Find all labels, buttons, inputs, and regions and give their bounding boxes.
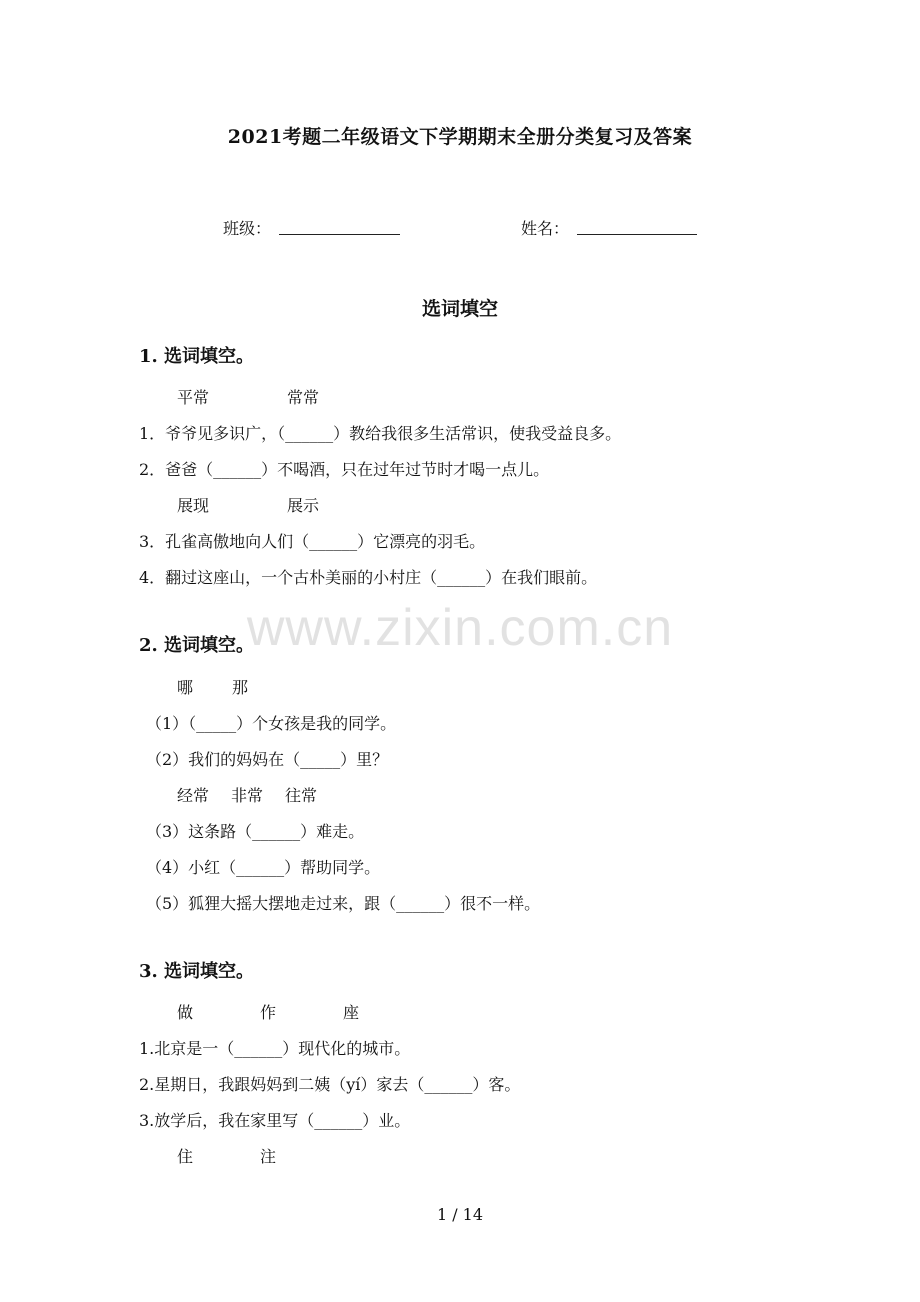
watermark-text: www.zixin.com.cn [246,599,674,657]
word-option: 作 [260,1003,277,1022]
name-blank-line [577,234,697,235]
question-item: 1．爷爷见多识广，（______）教给我很多生活常识，使我受益良多。 [139,424,622,443]
document-title: 2021考题二年级语文下学期期末全册分类复习及答案 [227,126,693,148]
question-item: （3）这条路（______）难走。 [146,822,365,841]
word-options-1a [177,385,319,408]
word-option: 做 [177,1003,194,1022]
question-2-heading: 2. 选词填空。 [139,635,255,656]
page-number: 1 / 14 [436,1205,484,1224]
question-3-heading: 3. 选词填空。 [139,961,255,982]
section-title: 选词填空 [421,298,498,320]
name-label: 姓名： [521,219,570,238]
word-option: 展示 [287,496,320,515]
word-option: 住 [177,1147,194,1166]
word-option: 那 [232,678,249,697]
question-item: （2）我们的妈妈在（_____）里？ [146,750,389,769]
question-item: （5）狐狸大摇大摆地走过来，跟（______）很不一样。 [146,894,541,913]
question-1-heading: 1. 选词填空。 [139,346,255,367]
word-option: 往常 [285,786,318,805]
word-option: 常常 [287,388,320,407]
word-option: 座 [343,1003,360,1022]
word-options-2b [177,783,317,806]
question-item: 3．孔雀高傲地向人们（______）它漂亮的羽毛。 [139,532,486,551]
word-option: 平常 [177,388,210,407]
word-options-3b [177,1144,276,1167]
question-item: （1）（_____）个女孩是我的同学。 [146,714,397,733]
word-options-3a [177,1000,359,1023]
question-item: （4）小红（______）帮助同学。 [146,858,381,877]
word-options-2a [177,675,248,698]
class-blank-line [279,234,400,235]
word-option: 展现 [177,496,210,515]
question-item: 2．爸爸（______）不喝酒，只在过年过节时才喝一点儿。 [139,460,550,479]
question-item: 1.北京是一（______）现代化的城市。 [139,1039,411,1058]
word-options-1b [177,493,319,516]
class-label: 班级： [223,219,272,238]
question-item: 2.星期日，我跟妈妈到二姨（yí）家去（______）客。 [139,1075,521,1094]
question-item: 3.放学后，我在家里写（______）业。 [139,1111,411,1130]
word-option: 注 [260,1147,277,1166]
word-option: 哪 [177,678,194,697]
question-item: 4．翻过这座山，一个古朴美丽的小村庄（______）在我们眼前。 [139,568,598,587]
word-option: 非常 [231,786,264,805]
word-option: 经常 [177,786,210,805]
